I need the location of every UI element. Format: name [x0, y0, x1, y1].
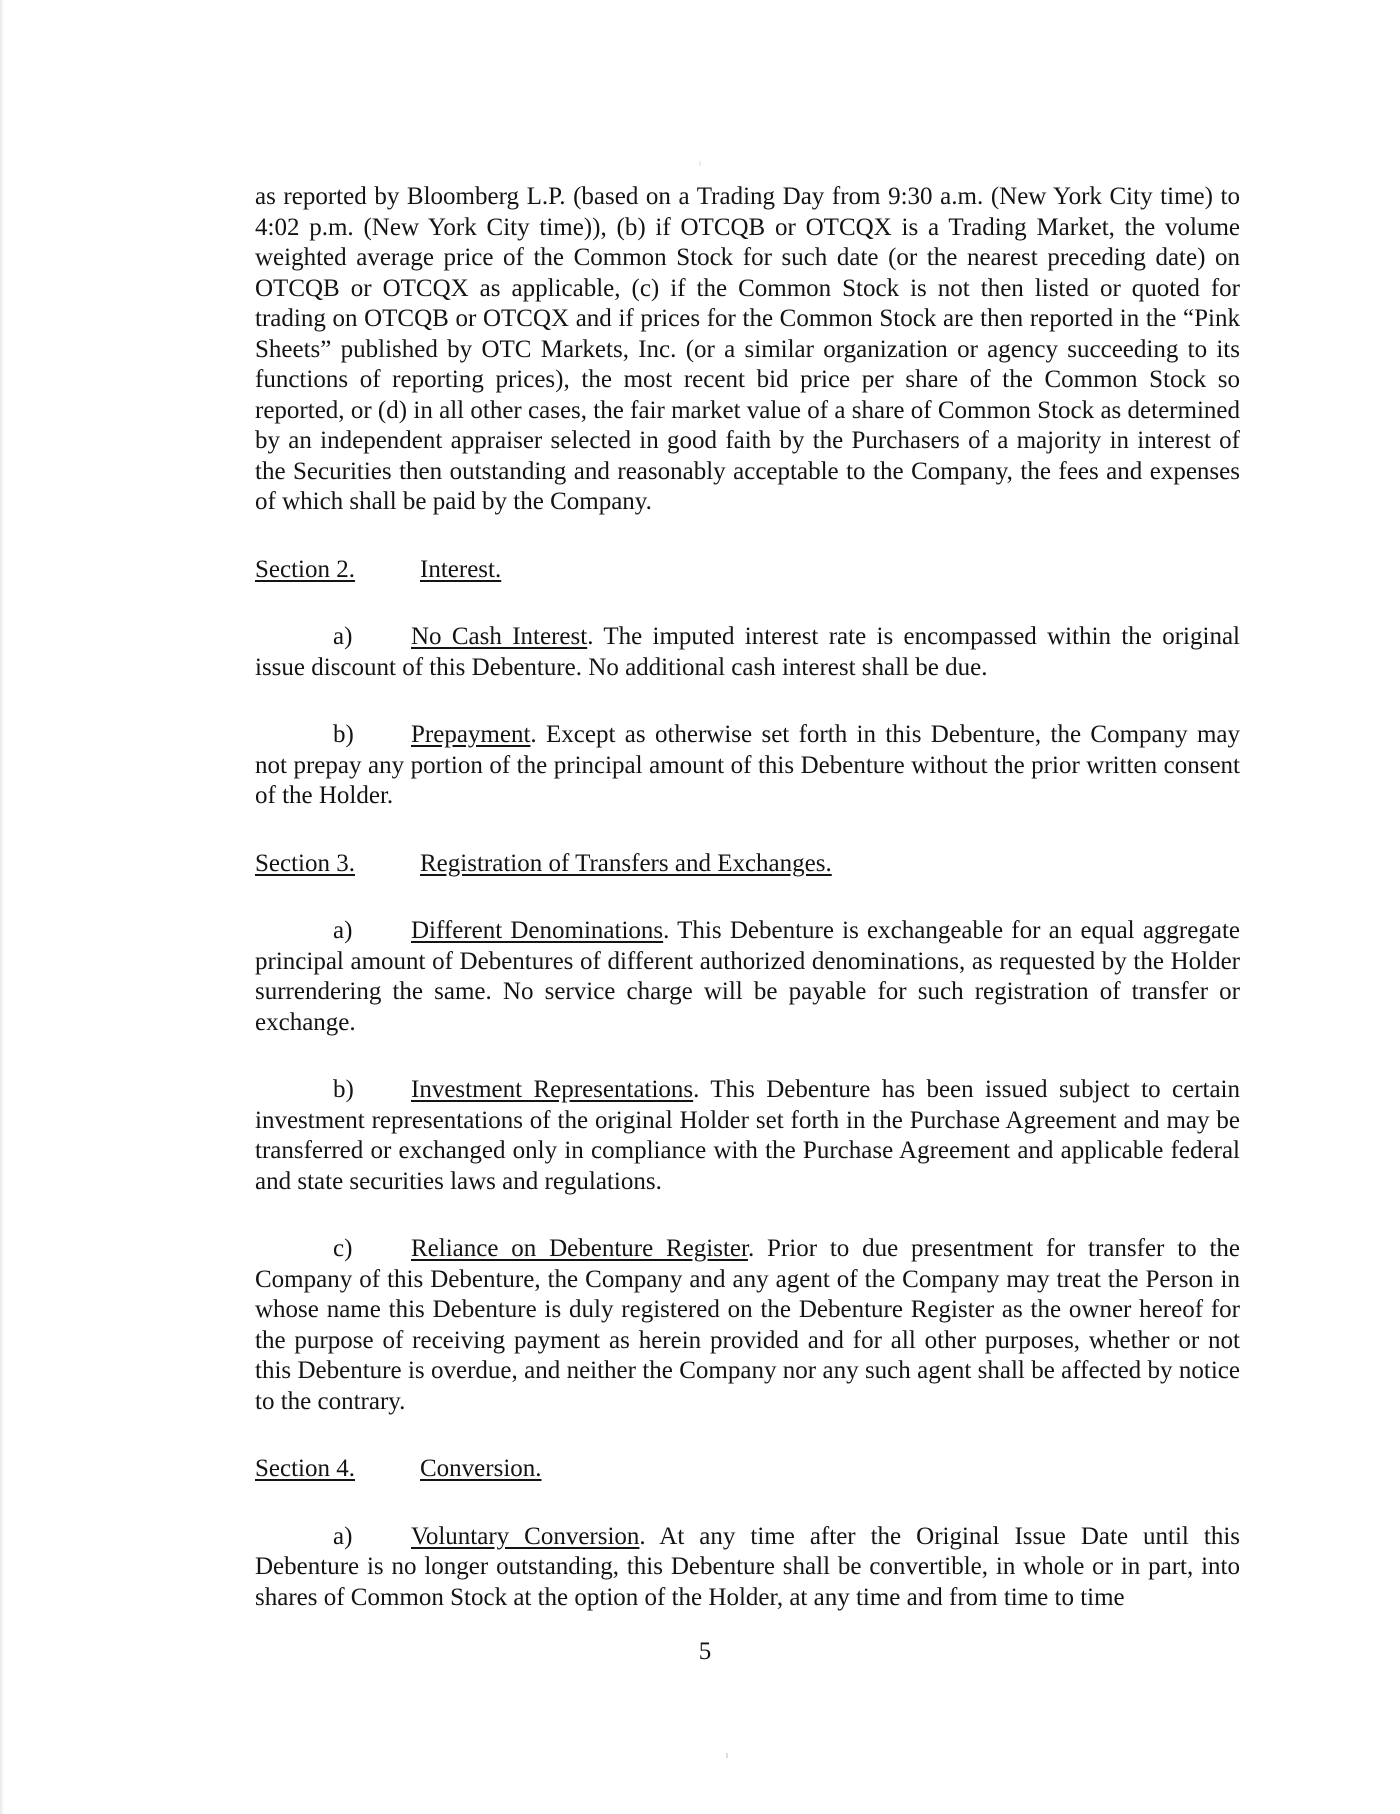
item-heading: Investment Representations [411, 1076, 694, 1103]
section-4-item-a [255, 1522, 1240, 1614]
section-3-item-c [255, 1234, 1240, 1417]
section-4-heading [255, 1454, 1240, 1485]
page-number [0, 1638, 1400, 1666]
section-title: Conversion. [420, 1455, 542, 1482]
item-label: b) [333, 721, 354, 748]
item-text: . This Debenture has been issued subject to certain investment representations of the original Holder set forth in the Purchase Agreement and may be transferred or exchanged only in compliance with the Purchase Agreement and applicable federal and state securities laws and regulations. [255, 1076, 1241, 1195]
section-2-item-a [255, 622, 1240, 683]
scan-artifact [699, 161, 701, 166]
item-label: a) [333, 917, 353, 944]
item-text: . This Debenture is exchangeable for an equal aggregate principal amount of Debentures of different authorized denominations, as requested by the Holder surrendering the same. No service charge will be payable for such registration of transfer or exchange. [255, 917, 1240, 1036]
item-heading: No Cash Interest [411, 623, 588, 650]
item-heading: Reliance on Debenture Register [411, 1235, 748, 1262]
item-heading: Different Denominations [411, 917, 664, 944]
item-label: b) [333, 1076, 354, 1103]
section-title: Registration of Transfers and Exchanges. [420, 849, 832, 877]
section-title: Interest. [420, 555, 502, 583]
item-heading: Prepayment [411, 721, 531, 748]
page-number-value: 5 [698, 1638, 712, 1665]
section-3-item-b [255, 1075, 1240, 1197]
item-text: . Except as otherwise set forth in this Debenture, the Company may not prepay any portion of the principal amount of this Debenture without the prior written consent of the Holder. [255, 721, 1240, 809]
item-text: . Prior to due presentment for transfer to the Company of this Debenture, the Company and any agent of the Company may treat the Person in whose name this Debenture is duly registered on the Debenture Register as the owner hereof for the purpose of receiving payment as herein provided and for all other purposes, whether or not this Debenture is overdue, and neither the Company nor any such agent shall be affected by notice to the contrary. [255, 1235, 1241, 1415]
scan-artifact [726, 1753, 728, 1758]
section-number: Section 3. [255, 849, 355, 877]
section-3-item-a [255, 916, 1240, 1038]
scan-page-edge [0, 0, 4, 1814]
section-2-item-b [255, 720, 1240, 812]
item-text: . The imputed interest rate is encompassed within the original issue discount of this Debenture. No additional cash interest shall be due. [255, 623, 1240, 681]
item-heading: Voluntary Conversion [411, 1522, 640, 1550]
section-2-heading [255, 555, 1240, 586]
item-label: c) [333, 1235, 353, 1262]
continuation-paragraph: as reported by Bloomberg L.P. (based on a Trading Day from 9:30 a.m. (New York City time) to 4:02 p.m. (New York City time)), (b) if OTCQB or OTCQX is a Trading Market, the volume weighted average price of the Common Stock for such date (or the nearest preceding date) on OTCQB or OTCQX as applicable, (c) if the Common Stock is not then listed or quoted for trading on OTCQB or OTCQX and if prices for the Common Stock are then reported in the “Pink Sheets” published by OTC Markets, Inc. (or a similar organization or agency succeeding to its functions of reporting prices), the most recent bid price per share of the Common Stock so reported, or (d) in all other cases, the fair market value of a share of Common Stock as determined by an independent appraiser selected in good faith by the Purchasers of a majority in interest of the Securities then outstanding and reasonably acceptable to the Company, the fees and expenses of which shall be paid by the Company. [255, 183, 1240, 515]
section-number: Section 2. [255, 555, 355, 583]
section-number: Section 4. [255, 1455, 355, 1482]
item-label: a) [333, 623, 353, 650]
item-label: a) [333, 1522, 353, 1550]
item-text: . At any time after the Original Issue Date until this Debenture is no longer outstanding, this Debenture shall be convertible, in whole or in part, into shares of Common Stock at the option of the Holder, at any time and from time to time [255, 1522, 1240, 1611]
section-3-heading [255, 849, 1240, 880]
document-body [255, 182, 1240, 1613]
